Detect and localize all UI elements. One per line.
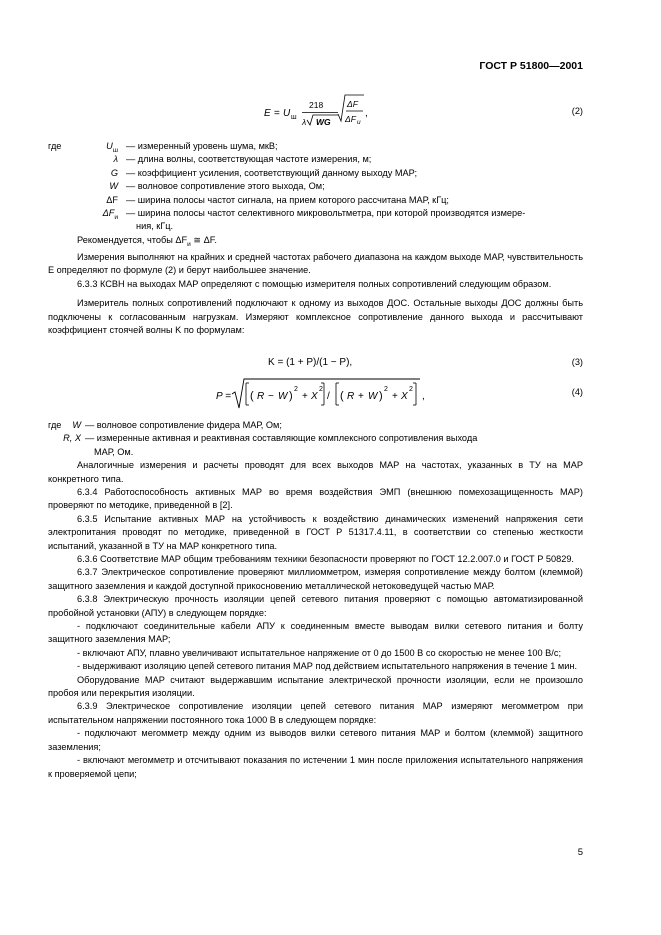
legend-item xyxy=(48,194,583,207)
legend-desc: — коэффициент усиления, соответствующий данному выходу МАР; xyxy=(126,167,418,178)
legend-item xyxy=(48,207,583,220)
paragraph: Аналогичные измерения и расчеты проводят для всех выходов МАР на частотах, указанных в ТУ на МАР конкретного типа. xyxy=(48,460,583,484)
paragraph-6-3-8: 6.3.8 Электрическую прочность изоляции цепей сетевого питания проверяют с помощью автоматизированной пробойной установки (АПУ) в следующем порядке: xyxy=(48,594,583,618)
paragraph-6-3-4: 6.3.4 Работоспособность активных МАР во время воздействия ЭМП (внешнюю помехозащищенность МАР) проверяют по методике, приведенной в [2]. xyxy=(48,486,583,511)
where-label: где xyxy=(48,420,62,430)
legend-item xyxy=(48,140,583,153)
legend-desc-continuation: МАР, Ом. xyxy=(94,446,134,457)
legend-item xyxy=(48,432,583,445)
paragraph-recommend xyxy=(48,234,583,251)
equation-number-3: (3) xyxy=(571,357,583,367)
formula-4 xyxy=(0,378,661,410)
legend-symbol: R, X xyxy=(63,433,81,444)
formula-2-lambda: λ xyxy=(302,117,307,127)
page-number: 5 xyxy=(577,847,583,858)
list-item: - подключают мегомметр между одним из выводов вилки сетевого питания МАР и болтом (клеммой) защитного заземления; xyxy=(48,728,583,752)
paren-close: ) xyxy=(379,390,383,402)
where-label: где xyxy=(48,141,62,151)
legend-desc: — ширина полосы частот селективного микровольтметра, при которой производятся измере- xyxy=(126,207,526,218)
formula-2-svg xyxy=(0,93,661,137)
formula-4-exp: 2 xyxy=(319,386,323,393)
legend-symbol-sub: и xyxy=(114,213,118,221)
paragraph-6-3-6: 6.3.6 Соответствие МАР общим требованиям техники безопасности проверяют по ГОСТ 12.2.007.0 и ГОСТ Р 50829. xyxy=(77,554,574,565)
formula-4-exp: 2 xyxy=(384,386,388,393)
recommend-post: ≅ ΔF. xyxy=(190,234,217,245)
formula-2-u-sub: ш xyxy=(291,114,297,121)
formula-2-df-num: ΔF xyxy=(347,99,358,109)
legend-symbol: ΔF xyxy=(106,194,118,205)
list-item: - выдерживают изоляцию цепей сетевого питания МАР под действием испытательного напряжения в течение 1 мин. xyxy=(77,661,578,672)
formula-2-tail: , xyxy=(365,108,368,119)
legend-desc: — измеренные активная и реактивная составляющие комплексного сопротивления выхода xyxy=(85,433,478,444)
legend-desc-continuation: ния, кГц. xyxy=(136,221,174,232)
legend-desc: — измеренный уровень шума, мкВ; xyxy=(126,141,278,151)
formula-2-lhs: E xyxy=(264,108,271,119)
paren-close: ) xyxy=(289,390,293,402)
legend-item-continuation xyxy=(48,446,583,459)
legend-desc: — волновое сопротивление этого выхода, Ом; xyxy=(126,181,325,192)
paragraph-6-3-3: 6.3.3 КСВН на выходах МАР определяют с помощью измерителя полных сопротивлений следующим образом. xyxy=(77,278,552,289)
formula-3 xyxy=(0,356,661,370)
paragraph-meter: Измеритель полных сопротивлений подключают к одному из выходов ДОС. Остальные выходы ДОС должны быть подключены к согласованным нагрузкам. Измеряют комплексное сопротивление данного выхода и рассчитывают коэффициент стоячей волны K по формулам: xyxy=(48,298,583,335)
legend-2 xyxy=(48,419,583,781)
paren-open: ( xyxy=(250,390,254,402)
paragraph-6-3-9: 6.3.9 Электрическое сопротивление изоляции цепей сетевого питания МАР измеряют мегомметром при испытательном напряжении постоянного тока 1000 В в следующем порядке: xyxy=(48,701,583,725)
formula-4-r: R xyxy=(347,391,355,402)
recommend-pre: Рекомендуется, чтобы ΔF xyxy=(77,234,188,245)
formula-4-w: W xyxy=(278,391,288,402)
formula-4-svg xyxy=(0,378,661,410)
paragraph-measure: Измерения выполняют на крайних и средней частотах рабочего диапазона на каждом выходе МАР, чувствительность E определяют по формуле (2) и берут наибольшее значение. xyxy=(48,251,583,276)
paragraph-6-3-5: 6.3.5 Испытание активных МАР на устойчивость к воздействию динамических изменений напряжения сети электропитания проводят по методике, приведенной в ГОСТ Р 51317.4.11, в соответствии со степенью жесткости испытаний, указанной в ТУ на МАР конкретного типа. xyxy=(48,513,583,551)
plus-sign: + xyxy=(392,391,398,402)
equation-number-4: (4) xyxy=(571,387,583,397)
formula-4-w: W xyxy=(368,391,378,402)
paragraph-6-3-7: 6.3.7 Электрическое сопротивление проверяют миллиомметром, измеряя сопротивление между болтом (клеммой) защитного заземления и каждой доступной прикосновению металлической нетоковедущей частью МАР. xyxy=(48,567,583,591)
formula-4-exp: 2 xyxy=(409,386,413,393)
formula-4-r: R xyxy=(257,391,265,402)
formula-2-df-den-sub: и xyxy=(357,119,361,126)
recommend-sub: и xyxy=(187,240,191,248)
legend-symbol-sub: ш xyxy=(112,146,118,154)
document-header: ГОСТ Р 51800—2001 xyxy=(479,60,583,72)
legend-symbol: ΔF xyxy=(102,207,115,218)
slash: / xyxy=(327,391,330,402)
legend-desc: — длина волны, соответствующая частоте измерения, м; xyxy=(126,154,372,165)
plus-sign: + xyxy=(302,391,308,402)
legend-item xyxy=(48,167,583,180)
plus-sign: + xyxy=(358,391,364,402)
legend-1 xyxy=(48,140,583,337)
formula-4-x: X xyxy=(401,391,408,402)
legend-item xyxy=(48,180,583,193)
legend-item xyxy=(48,153,583,166)
formula-2 xyxy=(0,93,661,137)
equation-number-2: (2) xyxy=(571,106,583,116)
legend-symbol: G xyxy=(110,167,118,178)
formula-3-text: K = (1 + P)/(1 − P), xyxy=(268,357,353,368)
paragraph: Оборудование МАР считают выдержавшим испытание электрической прочности изоляции, если не произошло пробоя или перекрытия изоляции. xyxy=(48,674,583,699)
legend-symbol: λ xyxy=(113,154,118,165)
minus-sign: − xyxy=(268,391,274,402)
formula-2-num: 218 xyxy=(309,100,324,110)
legend-desc: — волновое сопротивление фидера МАР, Ом; xyxy=(85,420,282,430)
legend-symbol: W xyxy=(72,420,81,430)
legend-item-continuation xyxy=(48,220,583,233)
formula-2-u: U xyxy=(283,108,291,119)
formula-4-exp: 2 xyxy=(294,386,298,393)
legend-symbol: U xyxy=(106,141,113,151)
legend-item xyxy=(48,419,583,432)
list-item: - включают мегомметр и отсчитывают показания по истечении 1 мин после приложения испытательного напряжения к проверяемой цепи; xyxy=(48,755,583,779)
formula-2-wg: WG xyxy=(316,117,331,127)
legend-desc: — ширина полосы частот сигнала, на прием которого рассчитана МАР, кГц; xyxy=(126,194,449,205)
list-item: - подключают соединительные кабели АПУ к соединенным вместе выводам вилки сетевого питания и болту защитного заземления МАР; xyxy=(48,621,583,645)
legend-symbol: W xyxy=(109,181,118,192)
formula-2-df-den: ΔF xyxy=(345,114,356,124)
list-item: - включают АПУ, плавно увеличивают испытательное напряжение от 0 до 1500 В со скоростью не менее 100 В/с; xyxy=(77,647,562,658)
formula-4-x: X xyxy=(311,391,318,402)
formula-2-eq: = xyxy=(274,108,280,119)
comma: , xyxy=(422,391,425,402)
formula-4-lhs: P = xyxy=(216,391,231,402)
paren-open: ( xyxy=(340,390,344,402)
